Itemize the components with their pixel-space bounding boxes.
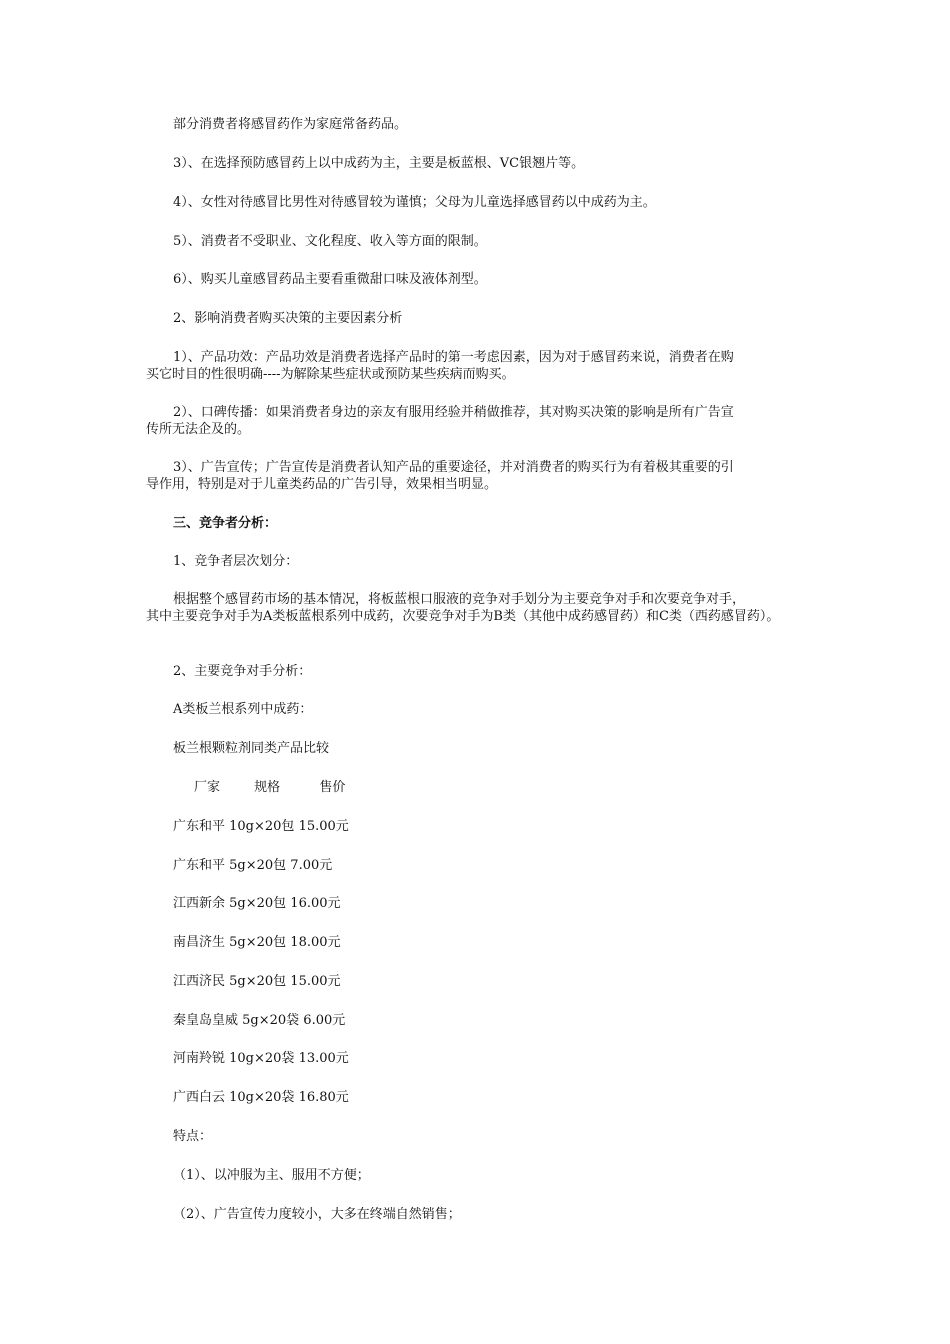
header-manufacturer: 厂家: [194, 780, 221, 795]
feature-item: （2）、广告宣传力度较小，大多在终端自然销售；: [173, 1207, 461, 1222]
paragraph-word-of-mouth-line1: 2）、口碑传播：如果消费者身边的亲友有服用经验并稍做推荐，其对购买决策的影响是所有广告宣: [173, 405, 734, 420]
paragraph-competitor-division-line2: 其中主要竞争对手为A类板蓝根系列中成药，次要竞争对手为B类（其他中成药感冒药）和C类（西药感冒药）。: [146, 609, 780, 624]
paragraph-item-5: 5）、消费者不受职业、文化程度、收入等方面的限制。: [173, 234, 487, 249]
table-caption: 板兰根颗粒剂同类产品比较: [173, 741, 330, 756]
paragraph-product-efficacy-line2: 买它时目的性很明确----为解除某些症状或预防某些疾病而购买。: [146, 367, 515, 382]
paragraph-item-6: 6）、购买儿童感冒药品主要看重微甜口味及液体剂型。: [173, 272, 487, 287]
paragraph-word-of-mouth-line2: 传所无法企及的。: [146, 422, 251, 437]
paragraph-household-medicine: 部分消费者将感冒药作为家庭常备药品。: [173, 117, 408, 132]
paragraph-item-4: 4）、女性对待感冒比男性对待感冒较为谨慎；父母为儿童选择感冒药以中成药为主。: [173, 195, 656, 210]
paragraph-word-of-mouth: [146, 404, 813, 438]
price-table-row: 秦皇岛皇威 5g×20袋 6.00元: [173, 1013, 346, 1028]
price-table-row: 江西新余 5g×20包 16.00元: [173, 896, 341, 911]
paragraph-product-efficacy: [146, 349, 813, 383]
paragraph-category-a: A类板兰根系列中成药：: [173, 702, 313, 717]
price-table-row: 广东和平 5g×20包 7.00元: [173, 858, 333, 873]
paragraph-advertising-line2: 导作用，特别是对于儿童类药品的广告引导，效果相当明显。: [146, 477, 498, 492]
section-heading-competitor-levels: 1、竞争者层次划分：: [173, 554, 299, 569]
header-price: 售价: [319, 780, 346, 795]
paragraph-product-efficacy-line1: 1）、产品功效：产品功效是消费者选择产品时的第一考虑因素，因为对于感冒药来说，消费者在购: [173, 350, 734, 365]
paragraph-competitor-division: [146, 591, 813, 625]
section-heading-purchase-factors: 2、影响消费者购买决策的主要因素分析: [173, 311, 403, 326]
features-title: 特点：: [173, 1129, 213, 1144]
price-table-row: 广东和平 10g×20包 15.00元: [173, 819, 349, 834]
header-spec: 规格: [254, 780, 281, 795]
paragraph-item-3: 3）、在选择预防感冒药上以中成药为主，主要是板蓝根、VC银翘片等。: [173, 156, 585, 171]
price-table-header: [173, 779, 813, 796]
section-heading-main-competitors: 2、主要竞争对手分析：: [173, 664, 312, 679]
price-table-row: 广西白云 10g×20袋 16.80元: [173, 1090, 349, 1105]
price-table-row: 河南羚锐 10g×20袋 13.00元: [173, 1051, 349, 1066]
paragraph-competitor-division-line1: 根据整个感冒药市场的基本情况，将板蓝根口服液的竞争对手划分为主要竞争对手和次要竞争对手，: [173, 592, 746, 607]
section-heading-competitor-analysis: 三、竞争者分析：: [173, 516, 278, 531]
feature-item: （1）、以冲服为主、服用不方便；: [173, 1168, 370, 1183]
price-table-row: 南昌济生 5g×20包 18.00元: [173, 935, 341, 950]
price-table-row: 江西济民 5g×20包 15.00元: [173, 974, 341, 989]
paragraph-advertising-line1: 3）、广告宣传；广告宣传是消费者认知产品的重要途径，并对消费者的购买行为有着极其重要的引: [173, 460, 734, 475]
paragraph-advertising: [146, 459, 813, 493]
